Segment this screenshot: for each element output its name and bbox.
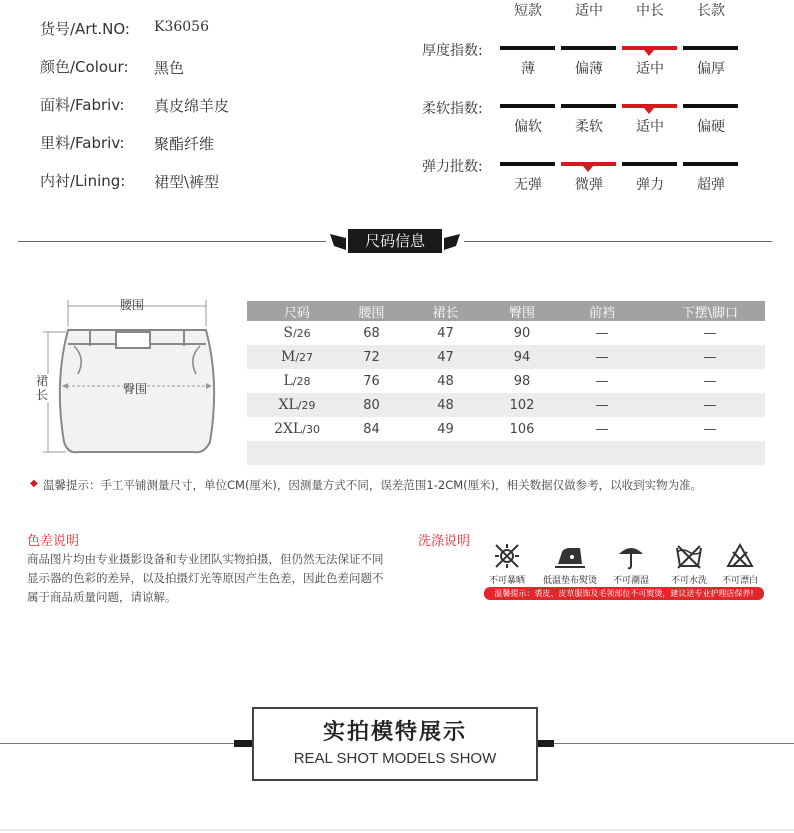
table-row — [247, 321, 765, 345]
scale-option: 适中 — [575, 3, 603, 19]
table-cell: — — [703, 325, 717, 341]
care-label: 不可潮湿 — [612, 576, 649, 586]
lining-value: 裙型\裤型 — [154, 173, 220, 191]
table-cell: 47 — [396, 345, 495, 369]
table-cell: 98 — [513, 373, 531, 389]
fabric-label: 面料/Fabriv: — [40, 96, 125, 114]
hip-label: 臀围 — [123, 382, 148, 396]
scale-segment — [683, 104, 738, 108]
table-cell: 102 — [495, 393, 549, 417]
lining-fabric-label: 里料/Fabriv: — [40, 134, 125, 152]
banner-right-tab-icon — [442, 232, 462, 252]
length-label: 裙长 — [36, 374, 49, 402]
lining-fabric-value: 聚酯纤维 — [154, 135, 215, 153]
table-cell: — — [595, 325, 609, 341]
table-cell: 76 — [363, 373, 380, 389]
tip-bullet-icon: ◆ — [30, 478, 38, 489]
size-cell: S/26 — [283, 325, 311, 341]
table-cell: 106 — [509, 421, 535, 437]
scale-segment — [500, 46, 555, 50]
care-label: 不可漂白 — [721, 576, 758, 586]
col-header: 臀围 — [495, 301, 549, 321]
scale-option: 短款 — [514, 3, 542, 19]
scale-option: 微弹 — [575, 177, 603, 193]
table-cell: 68 — [363, 325, 380, 341]
active-marker-icon — [644, 108, 654, 114]
wash-title: 洗涤说明 — [418, 534, 471, 549]
divider — [18, 241, 326, 242]
waist-label: 腰围 — [120, 298, 145, 312]
model-show-subtitle: REAL SHOT MODELS SHOW — [293, 750, 497, 767]
col-header: 前裆 — [549, 301, 655, 321]
table-cell: 49 — [437, 421, 454, 437]
scale-segment — [683, 162, 738, 166]
no-wash-icon — [664, 542, 714, 574]
table-row — [247, 345, 765, 369]
scale-option: 偏硬 — [697, 119, 725, 135]
size-cell: M/27 — [247, 345, 347, 369]
scale-segment — [622, 162, 677, 166]
table-cell: 48 — [437, 373, 454, 389]
table-row-empty — [247, 441, 765, 465]
col-header: 腰围 — [347, 301, 396, 321]
scale-option: 弹力 — [636, 177, 664, 193]
divider — [464, 241, 772, 242]
scale-option: 薄 — [521, 61, 535, 77]
scale-option: 无弹 — [514, 177, 542, 193]
table-header-row — [247, 301, 765, 321]
col-header: 尺码 — [247, 301, 347, 321]
colour-label: 颜色/Colour: — [40, 58, 129, 76]
scale-segment — [500, 104, 555, 108]
scale-label: 厚度指数: — [422, 43, 483, 59]
table-cell: — — [703, 421, 717, 437]
color-title: 色差说明 — [27, 534, 80, 549]
size-table — [247, 301, 765, 465]
scale-option: 适中 — [636, 119, 664, 135]
banner-left-tab-icon — [328, 232, 348, 252]
size-cell: XL/29 — [247, 393, 347, 417]
no-sun-icon — [482, 542, 532, 574]
table-cell: — — [549, 345, 655, 369]
active-marker-icon — [583, 166, 593, 172]
model-show-title: 实拍模特展示 — [322, 720, 467, 745]
no-bleach-icon — [715, 542, 765, 574]
scale-option: 超弹 — [697, 177, 725, 193]
table-row — [247, 369, 765, 393]
table-cell: — — [655, 345, 765, 369]
col-header: 裙长 — [396, 301, 495, 321]
table-cell: 47 — [437, 325, 454, 341]
lining-label: 内衬/Lining: — [40, 172, 126, 190]
model-show-box — [252, 707, 538, 781]
size-cell: 2XL/30 — [274, 421, 320, 437]
table-cell: 72 — [347, 345, 396, 369]
scale-option: 柔软 — [575, 119, 603, 135]
size-banner: 尺码信息 — [348, 229, 442, 253]
table-cell: 80 — [347, 393, 396, 417]
table-cell: — — [703, 373, 717, 389]
scale-option: 偏薄 — [575, 61, 603, 77]
scale-option: 偏软 — [514, 119, 542, 135]
color-text: 商品图片均由专业摄影设备和专业团队实物拍摄，但仍然无法保证不同显示器的色彩的差异，以及拍摄灯光等原因产生色差，因此色差问题不属于商品质量问题，请谅解。 — [27, 552, 384, 604]
care-label: 不可暴晒 — [488, 576, 525, 586]
scale-segment — [561, 46, 616, 50]
table-cell: 48 — [396, 393, 495, 417]
care-label: 不可水洗 — [670, 576, 707, 586]
scale-option: 适中 — [636, 61, 664, 77]
scale-segment — [500, 162, 555, 166]
table-cell: — — [549, 393, 655, 417]
col-header: 下摆\脚口 — [655, 301, 765, 321]
skirt-diagram-icon — [34, 292, 224, 462]
scale-option: 中长 — [636, 3, 664, 19]
fabric-value: 真皮绵羊皮 — [154, 97, 230, 115]
table-row — [247, 393, 765, 417]
art-no-value: K36056 — [154, 19, 209, 35]
table-cell: 94 — [495, 345, 549, 369]
wash-warning: 温馨提示：裘皮、皮草服饰及毛领部位不可熨烫，建议送专业护理店保养! — [484, 587, 764, 600]
table-cell: 84 — [363, 421, 380, 437]
table-cell: — — [595, 373, 609, 389]
colour-value: 黑色 — [154, 59, 185, 77]
scale-segment — [683, 46, 738, 50]
scale-segment — [561, 104, 616, 108]
bottom-divider — [0, 829, 794, 831]
table-cell: — — [595, 421, 609, 437]
art-no-label: 货号/Art.NO: — [40, 20, 130, 38]
care-label: 低温垫布熨烫 — [542, 576, 597, 586]
scale-option: 长款 — [697, 3, 725, 19]
size-cell: L/28 — [283, 373, 311, 389]
active-marker-icon — [644, 50, 654, 56]
table-row — [247, 417, 765, 441]
scale-option: 偏厚 — [697, 61, 725, 77]
no-wet-icon — [606, 542, 656, 574]
measurement-tip: 温馨提示：手工平铺测量尺寸，单位CM(厘米)，因测量方式不同，误差范围1-2CM(厘米)，相关数据仅做参考，以收到实物为准。 — [43, 478, 703, 492]
table-cell: — — [655, 393, 765, 417]
scale-label: 柔软指数: — [422, 101, 483, 117]
table-cell: 90 — [513, 325, 531, 341]
scale-label: 弹力批数: — [422, 159, 483, 175]
low-iron-icon — [545, 542, 595, 574]
